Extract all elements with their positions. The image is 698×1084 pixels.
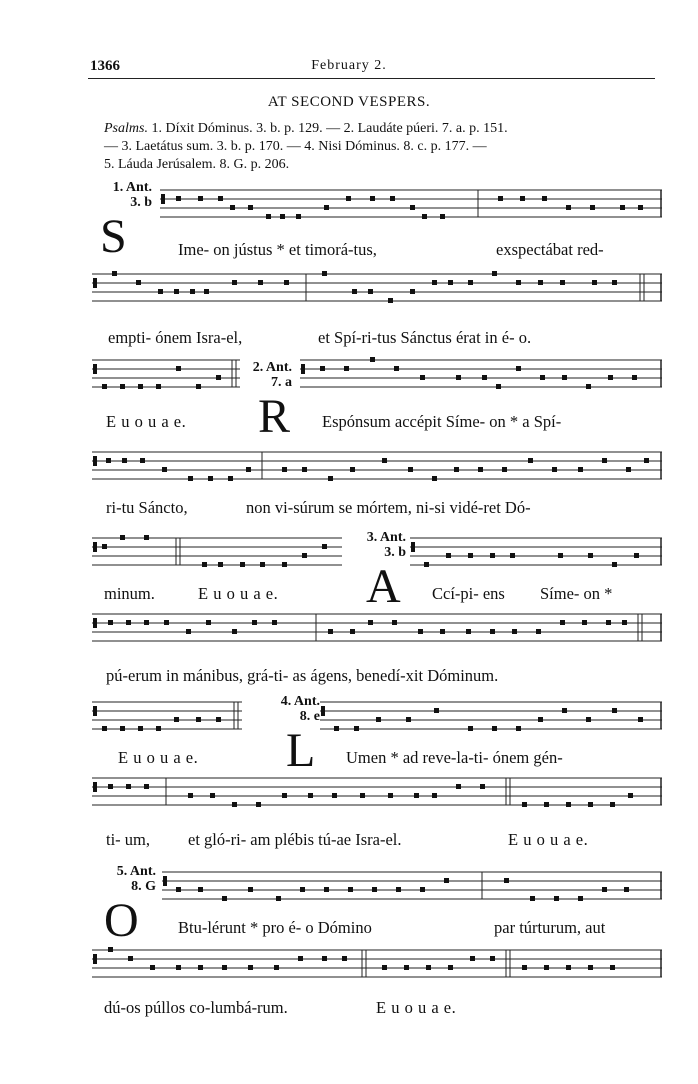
neume (634, 553, 639, 558)
neume (322, 956, 327, 961)
neume (240, 562, 245, 567)
lyric-line: E u o u a e. (118, 748, 199, 767)
neume (138, 726, 143, 731)
neume (432, 793, 437, 798)
neume (496, 384, 501, 389)
neume (162, 467, 167, 472)
chant-staff (92, 948, 662, 984)
neume (468, 280, 473, 285)
neume (334, 726, 339, 731)
neume (308, 793, 313, 798)
clef (93, 618, 97, 628)
neume (346, 196, 351, 201)
neume (626, 467, 631, 472)
neume (542, 196, 547, 201)
neume (368, 620, 373, 625)
neume (538, 717, 543, 722)
neume (440, 629, 445, 634)
neume (528, 458, 533, 463)
neume (426, 965, 431, 970)
neume (370, 196, 375, 201)
lyric-line: empti- ónem Isra-el, (108, 328, 243, 347)
neume (120, 384, 125, 389)
antiphon-5-initial: O (104, 894, 139, 947)
neume (138, 384, 143, 389)
neume (540, 375, 545, 380)
neume (492, 726, 497, 731)
neume (120, 726, 125, 731)
antiphon-3-initial: A (366, 560, 401, 613)
neume (562, 708, 567, 713)
neume (102, 544, 107, 549)
antiphon-1-initial: S (100, 210, 127, 263)
neume (144, 535, 149, 540)
chant-staff (92, 450, 662, 486)
neume (516, 726, 521, 731)
neume (606, 620, 611, 625)
antiphon-4-label: 4. Ant. 8. e (280, 694, 320, 724)
neume (440, 214, 445, 219)
neume (248, 205, 253, 210)
neume (208, 476, 213, 481)
neume (566, 965, 571, 970)
neume (578, 467, 583, 472)
neume (498, 196, 503, 201)
neume (328, 629, 333, 634)
clef (93, 542, 97, 552)
neume (204, 289, 209, 294)
neume (490, 629, 495, 634)
neume (246, 467, 251, 472)
neume (552, 467, 557, 472)
chant-staff (92, 700, 242, 736)
neume (276, 896, 281, 901)
neume (538, 280, 543, 285)
neume (122, 458, 127, 463)
neume (176, 887, 181, 892)
neume (372, 887, 377, 892)
clef (93, 954, 97, 964)
neume (504, 878, 509, 883)
neume (126, 620, 131, 625)
neume (390, 196, 395, 201)
neume (188, 476, 193, 481)
neume (248, 965, 253, 970)
neume (588, 553, 593, 558)
neume (454, 467, 459, 472)
clef (93, 782, 97, 792)
neume (228, 476, 233, 481)
neume (298, 956, 303, 961)
neume (102, 726, 107, 731)
clef (411, 542, 415, 552)
neume (456, 784, 461, 789)
neume (410, 289, 415, 294)
neume (230, 205, 235, 210)
neume (328, 476, 333, 481)
neume (418, 629, 423, 634)
neume (284, 280, 289, 285)
clef (321, 706, 325, 716)
neume (406, 717, 411, 722)
neume (216, 717, 221, 722)
neume (352, 289, 357, 294)
neume (562, 375, 567, 380)
neume (174, 717, 179, 722)
neume (522, 965, 527, 970)
neume (468, 726, 473, 731)
header-rule (88, 78, 655, 79)
neume (342, 956, 347, 961)
neume (420, 375, 425, 380)
psalms-line-2: — 3. Laetátus sum. 3. b. p. 170. — 4. Nisi Dóminus. 8. c. p. 177. — (104, 139, 487, 154)
neume (470, 956, 475, 961)
lyric-line: par túrturum, aut (494, 918, 606, 937)
neume (218, 196, 223, 201)
neume (444, 878, 449, 883)
neume (382, 965, 387, 970)
neume (158, 289, 163, 294)
psalms-line-1: 1. Díxit Dóminus. 3. b. p. 129. — 2. Laudáte púeri. 7. a. p. 151. (151, 121, 508, 136)
neume (350, 629, 355, 634)
neume (232, 280, 237, 285)
lyric-line: ri-tu Sáncto, (106, 498, 188, 517)
psalms-label: Psalms. (104, 121, 148, 136)
neume (320, 366, 325, 371)
neume (544, 802, 549, 807)
neume (388, 793, 393, 798)
neume (424, 562, 429, 567)
neume (144, 620, 149, 625)
lyric-line: et Spí-ri-tus Sánctus érat in é- o. (318, 328, 532, 347)
lyric-line: E u o u a e. (508, 830, 589, 849)
neume (282, 467, 287, 472)
neume (216, 375, 221, 380)
chant-staff (92, 776, 662, 812)
lyric-line: minum. (104, 584, 155, 603)
neume (612, 708, 617, 713)
neume (282, 793, 287, 798)
neume (190, 289, 195, 294)
neume (468, 553, 473, 558)
neume (602, 458, 607, 463)
clef (161, 194, 165, 204)
antiphon-1-label: 1. Ant. 3. b (112, 180, 152, 210)
neume (530, 896, 535, 901)
neume (176, 196, 181, 201)
neume (602, 887, 607, 892)
neume (322, 271, 327, 276)
neume (144, 784, 149, 789)
clef (301, 364, 305, 374)
page-number: 1366 (90, 58, 120, 74)
neume (106, 458, 111, 463)
neume (350, 467, 355, 472)
neume (560, 280, 565, 285)
neume (128, 956, 133, 961)
neume (592, 280, 597, 285)
neume (300, 887, 305, 892)
neume (432, 476, 437, 481)
neume (512, 629, 517, 634)
neume (610, 965, 615, 970)
neume (344, 366, 349, 371)
antiphon-3-label: 3. Ant. 3. b (366, 530, 406, 560)
neume (434, 708, 439, 713)
neume (382, 458, 387, 463)
neume (198, 196, 203, 201)
lyric-line: non vi-súrum se mórtem, ni-si vidé-ret Dó- (246, 498, 531, 517)
clef (163, 876, 167, 886)
neume (376, 717, 381, 722)
running-title: February 2. (311, 58, 387, 73)
antiphon-2-initial: R (258, 390, 291, 443)
neume (252, 620, 257, 625)
neume (420, 887, 425, 892)
neume (120, 535, 125, 540)
neume (638, 205, 643, 210)
neume (136, 280, 141, 285)
neume (126, 784, 131, 789)
clef (93, 364, 97, 374)
chant-staff (160, 188, 662, 224)
neume (332, 793, 337, 798)
neume (448, 965, 453, 970)
neume (446, 553, 451, 558)
neume (536, 629, 541, 634)
lyric-line: Btu-lérunt * pro é- o Dómino (178, 918, 372, 937)
neume (368, 289, 373, 294)
neume (210, 793, 215, 798)
neume (492, 271, 497, 276)
neume (490, 956, 495, 961)
antiphon-4-initial: L (286, 724, 316, 777)
neume (566, 802, 571, 807)
neume (108, 784, 113, 789)
chant-staff (92, 358, 240, 394)
neume (566, 205, 571, 210)
lyric-line: pú-erum in mánibus, grá-ti- as ágens, benedí-xit Dóminum. (106, 666, 499, 685)
neume (644, 458, 649, 463)
neume (176, 965, 181, 970)
neume (196, 384, 201, 389)
neume (360, 793, 365, 798)
antiphon-5-label: 5. Ant. 8. G (116, 864, 156, 894)
neume (266, 214, 271, 219)
neume (392, 620, 397, 625)
neume (482, 375, 487, 380)
psalms-rubric (104, 120, 664, 174)
neume (222, 896, 227, 901)
neume (588, 965, 593, 970)
neume (638, 717, 643, 722)
neume (516, 366, 521, 371)
clef (93, 706, 97, 716)
neume (560, 620, 565, 625)
neume (282, 562, 287, 567)
neume (388, 298, 393, 303)
neume (354, 726, 359, 731)
neume (408, 467, 413, 472)
neume (558, 553, 563, 558)
lyric-line: Umen * ad reve-la-ti- ónem gén- (346, 748, 563, 767)
neume (502, 467, 507, 472)
neume (206, 620, 211, 625)
neume (274, 965, 279, 970)
neume (108, 620, 113, 625)
chant-staff (92, 612, 662, 648)
neume (176, 366, 181, 371)
neume (102, 384, 107, 389)
neume (432, 280, 437, 285)
neume (622, 620, 627, 625)
chant-staff (92, 272, 662, 308)
neume (490, 553, 495, 558)
neume (348, 887, 353, 892)
lyric-line: et gló-ri- am plébis tú-ae Isra-el. (188, 830, 402, 849)
neume (586, 384, 591, 389)
neume (218, 562, 223, 567)
neume (578, 896, 583, 901)
neume (466, 629, 471, 634)
neume (164, 620, 169, 625)
neume (404, 965, 409, 970)
neume (522, 802, 527, 807)
neume (624, 887, 629, 892)
clef (93, 456, 97, 466)
neume (396, 887, 401, 892)
neume (394, 366, 399, 371)
neume (186, 629, 191, 634)
neume (196, 717, 201, 722)
neume (302, 467, 307, 472)
neume (324, 887, 329, 892)
neume (612, 280, 617, 285)
chant-staff (410, 536, 662, 572)
neume (112, 271, 117, 276)
neume (248, 887, 253, 892)
neume (370, 357, 375, 362)
neume (590, 205, 595, 210)
lyric-line: Ime- on jústus * et timorá-tus, (178, 240, 377, 259)
neume (258, 280, 263, 285)
neume (610, 802, 615, 807)
chant-staff (320, 700, 662, 736)
neume (520, 196, 525, 201)
lyric-line: exspectábat red- (496, 240, 604, 259)
neume (586, 717, 591, 722)
neume (322, 544, 327, 549)
neume (414, 793, 419, 798)
chant-staff (92, 536, 342, 572)
neume (478, 467, 483, 472)
lyric-line: Ccí-pi- ens (432, 584, 505, 603)
lyric-line: Espónsum accépit Síme- on * a Spí- (322, 412, 562, 431)
neume (554, 896, 559, 901)
neume (188, 793, 193, 798)
neume (510, 553, 515, 558)
neume (140, 458, 145, 463)
chant-staff (300, 358, 662, 394)
neume (150, 965, 155, 970)
lyric-line: dú-os púllos co-lumbá-rum. (104, 998, 288, 1017)
neume (480, 784, 485, 789)
neume (198, 887, 203, 892)
section-title: AT SECOND VESPERS. (267, 94, 431, 110)
antiphon-2-label: 2. Ant. 7. a (252, 360, 292, 390)
neume (232, 802, 237, 807)
neume (582, 620, 587, 625)
neume (108, 947, 113, 952)
psalms-line-3: 5. Láuda Jerúsalem. 8. G. p. 206. (104, 157, 290, 172)
neume (608, 375, 613, 380)
neume (272, 620, 277, 625)
neume (280, 214, 285, 219)
neume (232, 629, 237, 634)
lyric-line: Síme- on * (540, 584, 613, 603)
neume (156, 384, 161, 389)
neume (410, 205, 415, 210)
neume (628, 793, 633, 798)
lyric-line: E u o u a e. (198, 584, 279, 603)
clef (93, 278, 97, 288)
neume (612, 562, 617, 567)
neume (302, 553, 307, 558)
neume (456, 375, 461, 380)
neume (448, 280, 453, 285)
neume (632, 375, 637, 380)
neume (260, 562, 265, 567)
neume (202, 562, 207, 567)
neume (620, 205, 625, 210)
neume (256, 802, 261, 807)
neume (588, 802, 593, 807)
neume (156, 726, 161, 731)
neume (198, 965, 203, 970)
chant-staff (162, 870, 662, 906)
neume (516, 280, 521, 285)
neume (324, 205, 329, 210)
lyric-line: ti- um, (106, 830, 150, 849)
neume (296, 214, 301, 219)
lyric-line: E u o u a e. (106, 412, 187, 431)
lyric-line: E u o u a e. (376, 998, 457, 1017)
neume (174, 289, 179, 294)
neume (544, 965, 549, 970)
neume (222, 965, 227, 970)
neume (422, 214, 427, 219)
